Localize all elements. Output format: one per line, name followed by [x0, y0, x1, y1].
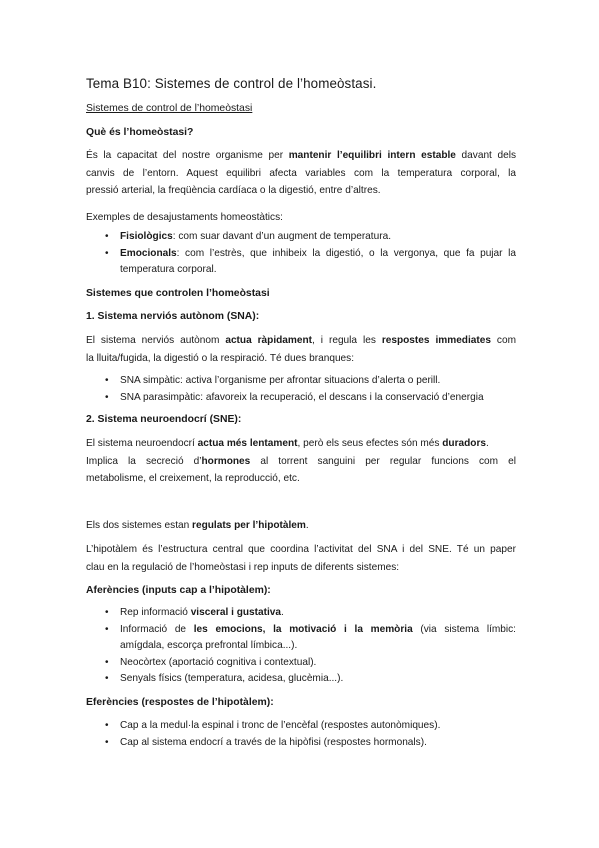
bullet-icon: • — [105, 673, 109, 684]
paragraph-sne — [86, 435, 516, 488]
list-item: • Informació de les emocions, la motivació i la memòria (via sistema límbic: amígdala, escorça prefrontal límbica...). — [105, 623, 516, 651]
sne-line-3: metabolisme, el creixement, la reproducció, etc. — [86, 473, 300, 484]
heading-sna: 1. Sistema nerviós autònom (SNA): — [86, 311, 260, 322]
paragraph-hypothalamus-regulation: Els dos sistemes estan regulats per l’hipotàlem. — [86, 520, 309, 531]
sne-line-1: El sistema neuroendocrí actua més lentament, però els seus efectes són més duradors. — [86, 438, 489, 449]
hypothalamus-line-2: clau en la regulació de l’homeòstasi i rep inputs de diferents sistemes: — [86, 561, 400, 573]
bullet-icon: • — [105, 623, 109, 635]
heading-sne: 2. Sistema neuroendocrí (SNE): — [86, 414, 242, 425]
list-item: • SNA simpàtic: activa l’organisme per afrontar situacions d’alerta o perill. — [86, 373, 516, 390]
bullet-icon: • — [105, 736, 109, 748]
list-item: • SNA parasimpàtic: afavoreix la recuperació, el descans i la conservació d’energia — [86, 390, 516, 407]
heading-afferents: Aferències (inputs cap a l’hipotàlem): — [86, 585, 271, 596]
definition-line-2: canvis de l’entorn. Aquest equilibri afecta variables com la temperatura corporal, la — [86, 167, 516, 179]
bullet-icon: • — [105, 231, 109, 242]
sna-line-1: El sistema nerviós autònom actua ràpidament, i regula les respostes immediates com — [86, 335, 516, 346]
definition-line-3: pressió arterial, la freqüència cardíaca o la digestió, entre d’altres. — [86, 185, 381, 196]
list-item: • Cap al sistema endocrí a través de la hipòfisi (respostes hormonals). — [86, 735, 516, 752]
efferents-list — [86, 718, 516, 751]
bullet-icon: • — [105, 375, 109, 386]
examples-intro: Exemples de desajustaments homeostàtics: — [86, 212, 283, 223]
heading-what-is-homeostasis: Què és l’homeòstasi? — [86, 127, 194, 138]
page-title: Tema B10: Sistemes de control de l’homeòstasi. — [86, 76, 377, 91]
list-item: • Emocionals: com l’estrès, que inhibeix la digestió, o la vergonya, que fa pujar la temperatura corporal. — [105, 247, 516, 275]
list-item: • Senyals físics (temperatura, acidesa, glucèmia...). — [86, 671, 516, 688]
examples-list — [86, 229, 516, 279]
list-item: • Rep informació visceral i gustativa. — [86, 605, 516, 622]
list-item: • Fisiològics: com suar davant d’un augment de temperatura. — [86, 229, 516, 246]
hypothalamus-line-1: L’hipotàlem és l’estructura central que coordina l’activitat del SNA i del SNE. Té un paper — [86, 544, 516, 555]
paragraph-sna — [86, 332, 516, 367]
paragraph-hypothalamus — [86, 541, 516, 576]
section-subtitle: Sistemes de control de l’homeòstasi — [86, 103, 253, 114]
sna-branches-list — [86, 373, 516, 406]
definition-line-1: És la capacitat del nostre organisme per mantenir l’equilibri intern estable davant dels — [86, 150, 517, 161]
list-item: • Cap a la medul·la espinal i tronc de l’encèfal (respostes autonòmiques). — [86, 718, 516, 735]
list-item: • Neocòrtex (aportació cognitiva i contextual). — [86, 655, 516, 672]
heading-control-systems: Sistemes que controlen l’homeòstasi — [86, 288, 270, 299]
bullet-icon: • — [105, 391, 109, 403]
bullet-icon: • — [105, 720, 109, 731]
heading-efferents: Eferències (respostes de l’hipotàlem): — [86, 697, 274, 708]
sne-line-2: Implica la secreció d’hormones al torrent sanguini per regular funcions com el — [86, 455, 516, 467]
sna-line-2: la lluita/fugida, la digestió o la respiració. Té dues branques: — [86, 352, 355, 364]
bullet-icon: • — [105, 607, 109, 618]
afferents-list — [86, 605, 516, 688]
bullet-icon: • — [105, 247, 109, 259]
bullet-icon: • — [105, 656, 109, 668]
paragraph-definition — [86, 147, 516, 200]
